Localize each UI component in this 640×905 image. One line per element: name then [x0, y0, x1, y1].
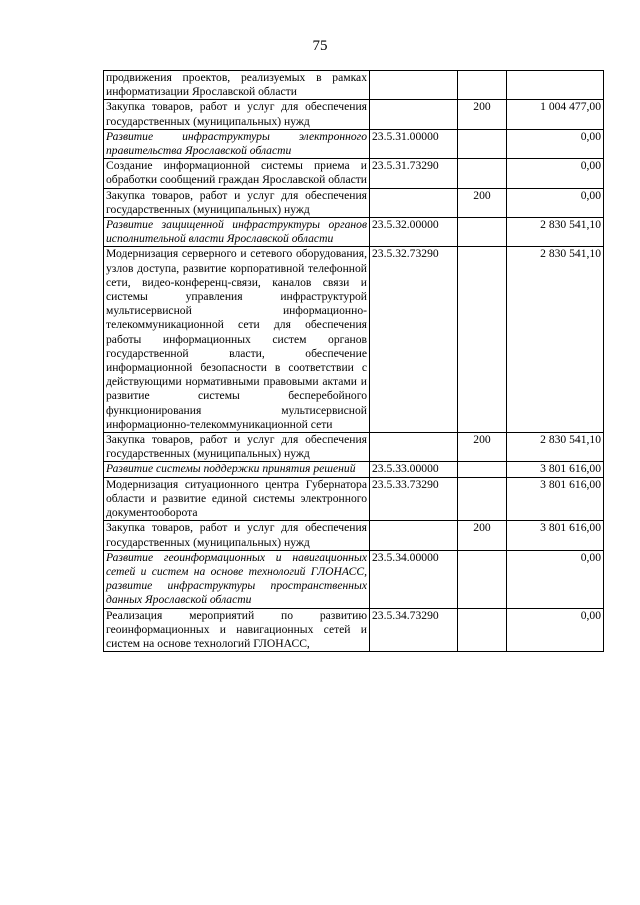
code-cell: 23.5.33.73290 [370, 477, 458, 521]
code-cell [370, 433, 458, 462]
amount-cell: 3 801 616,00 [507, 521, 604, 550]
name-cell: Развитие геоинформационных и навигационных сетей и систем на основе технологий ГЛОНАСС, развитие инфраструктуры пространственных данных Ярославской области [104, 550, 370, 608]
expense-type-cell [458, 550, 507, 608]
amount-cell: 0,00 [507, 550, 604, 608]
code-cell [370, 521, 458, 550]
amount-cell: 2 830 541,10 [507, 218, 604, 247]
amount-cell [507, 71, 604, 100]
table-row [104, 129, 604, 158]
expense-type-cell [458, 129, 507, 158]
name-cell: Закупка товаров, работ и услуг для обеспечения государственных (муниципальных) нужд [104, 521, 370, 550]
table-row [104, 188, 604, 217]
amount-cell: 1 004 477,00 [507, 100, 604, 129]
code-cell: 23.5.32.73290 [370, 247, 458, 433]
expense-type-cell [458, 477, 507, 521]
code-cell [370, 100, 458, 129]
amount-cell: 0,00 [507, 159, 604, 188]
name-cell: Закупка товаров, работ и услуг для обеспечения государственных (муниципальных) нужд [104, 433, 370, 462]
code-cell: 23.5.33.00000 [370, 462, 458, 477]
name-cell: Закупка товаров, работ и услуг для обеспечения государственных (муниципальных) нужд [104, 188, 370, 217]
table-row [104, 247, 604, 433]
amount-cell: 2 830 541,10 [507, 433, 604, 462]
name-cell: Закупка товаров, работ и услуг для обеспечения государственных (муниципальных) нужд [104, 100, 370, 129]
expense-type-cell: 200 [458, 188, 507, 217]
expense-type-cell: 200 [458, 433, 507, 462]
code-cell: 23.5.32.00000 [370, 218, 458, 247]
name-cell: Развитие инфраструктуры электронного правительства Ярославской области [104, 129, 370, 158]
name-cell: Создание информационной системы приема и обработки сообщений граждан Ярославской области [104, 159, 370, 188]
expense-type-cell [458, 608, 507, 652]
name-cell: Модернизация ситуационного центра Губернатора области и развитие единой системы электронного документооборота [104, 477, 370, 521]
table-row [104, 521, 604, 550]
budget-table-body [104, 71, 604, 652]
name-cell: Развитие защищенной инфраструктуры органов исполнительной власти Ярославской области [104, 218, 370, 247]
expense-type-cell: 200 [458, 100, 507, 129]
table-row [104, 608, 604, 652]
amount-cell: 2 830 541,10 [507, 247, 604, 433]
code-cell: 23.5.31.73290 [370, 159, 458, 188]
code-cell [370, 71, 458, 100]
expense-type-cell [458, 247, 507, 433]
budget-table [103, 70, 604, 652]
amount-cell: 0,00 [507, 608, 604, 652]
table-row [104, 100, 604, 129]
expense-type-cell [458, 462, 507, 477]
expense-type-cell: 200 [458, 521, 507, 550]
code-cell: 23.5.34.00000 [370, 550, 458, 608]
table-row [104, 477, 604, 521]
name-cell: Реализация мероприятий по развитию геоинформационных и навигационных сетей и систем на основе технологий ГЛОНАСС, [104, 608, 370, 652]
table-row [104, 550, 604, 608]
code-cell: 23.5.34.73290 [370, 608, 458, 652]
name-cell: продвижения проектов, реализуемых в рамках информатизации Ярославской области [104, 71, 370, 100]
code-cell: 23.5.31.00000 [370, 129, 458, 158]
code-cell [370, 188, 458, 217]
amount-cell: 3 801 616,00 [507, 462, 604, 477]
table-row [104, 159, 604, 188]
name-cell: Модернизация серверного и сетевого оборудования, узлов доступа, развитие корпоративной телефонной сети, видео-конференц-связи, каналов связи и системы управления инфраструктурой мультисервисной информационно-телекоммуникационной сети для обеспечения работы информационных систем органов государственной власти, обеспечение информационной безопасности в соответствии с действующими нормативными правовыми актами и развитие системы бесперебойного функционирования мультисервисной информационно-телекоммуникационной сети [104, 247, 370, 433]
amount-cell: 0,00 [507, 129, 604, 158]
amount-cell: 3 801 616,00 [507, 477, 604, 521]
amount-cell: 0,00 [507, 188, 604, 217]
table-row [104, 71, 604, 100]
expense-type-cell [458, 71, 507, 100]
expense-type-cell [458, 218, 507, 247]
expense-type-cell [458, 159, 507, 188]
name-cell: Развитие системы поддержки принятия решений [104, 462, 370, 477]
table-row [104, 433, 604, 462]
table-row [104, 462, 604, 477]
page-number: 75 [312, 38, 328, 54]
table-row [104, 218, 604, 247]
